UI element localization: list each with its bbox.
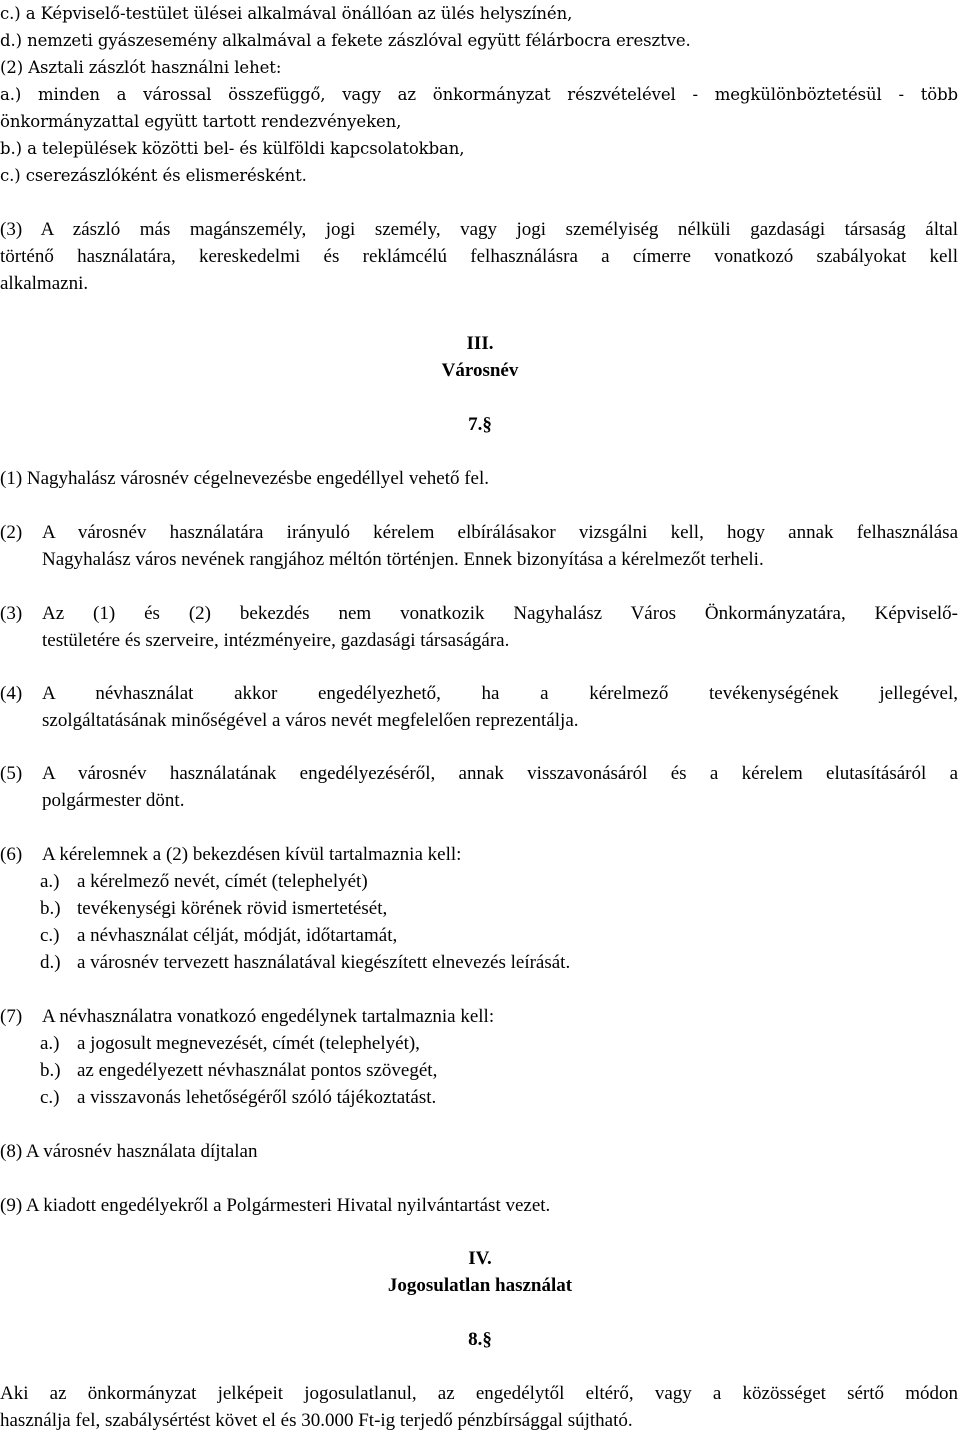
- art7-p7-item-label: b.): [40, 1060, 61, 1081]
- art7-p5-line2: polgármester dönt.: [42, 790, 185, 811]
- art7-p9: (9) A kiadott engedélyekről a Polgármesteri Hivatal nyilvántartást vezet.: [0, 1195, 551, 1216]
- list-item-c: c.) a Képviselő-testület ülései alkalmával önállóan az ülés helyszínén,: [0, 4, 573, 23]
- art7-p2-num: (2): [0, 522, 23, 543]
- art7-p6-item-text: tevékenységi körének rövid ismertetését,: [77, 898, 388, 919]
- art7-p7-item-label: c.): [40, 1087, 60, 1108]
- art7-p3-line1: Az (1) és (2) bekezdés nem vonatkozik Nagyhalász Város Önkormányzatára, Képviselő-: [42, 603, 958, 624]
- art7-p6-item-text: a városnév tervezett használatával kiegészített elnevezés leírását.: [77, 952, 571, 973]
- para3-line1: (3) A zászló más magánszemély, jogi személy, vagy jogi személyiség nélküli gazdasági társaság által: [0, 219, 958, 240]
- art7-p1: (1) Nagyhalász városnév cégelnevezésbe engedéllyel vehető fel.: [0, 468, 490, 489]
- art7-p4-line1: A névhasználat akkor engedélyezhető, ha a kérelmező tevékenységének jellegével,: [42, 683, 958, 704]
- art8-line1: Aki az önkormányzat jelképeit jogosulatlanul, az engedélytől eltérő, vagy a közösséget sértő módon: [0, 1383, 958, 1404]
- art7-p7-item-text: az engedélyezett névhasználat pontos szövegét,: [77, 1060, 438, 1081]
- article-8-heading: [0, 1326, 960, 1353]
- section-iv-number: IV.: [468, 1248, 492, 1269]
- art7-p2-line1: A városnév használatára irányuló kérelem elbírálásakor vizsgálni kell, hogy annak felhasználása: [42, 522, 958, 543]
- list-item-d: d.) nemzeti gyászesemény alkalmával a fekete zászlóval együtt félárbocra eresztve.: [0, 31, 691, 50]
- section-iii-number: III.: [466, 333, 494, 354]
- art7-p5-line1: A városnév használatának engedélyezéséről, annak visszavonásáról és a kérelem elutasításáról a: [42, 763, 958, 784]
- art7-p4-num: (4): [0, 683, 23, 704]
- para2-item-a-line2: önkormányzattal együtt tartott rendezvényeken,: [0, 112, 402, 131]
- article-7-number: 7.: [468, 414, 483, 435]
- section-sign-icon: §: [482, 1329, 492, 1350]
- art7-p7-num: (7): [0, 1006, 23, 1027]
- art7-p8: (8) A városnév használata díjtalan: [0, 1141, 258, 1162]
- section-iii-title: Városnév: [441, 360, 519, 381]
- para2-heading: (2) Asztali zászlót használni lehet:: [0, 58, 282, 77]
- art7-p7-heading: A névhasználatra vonatkozó engedélynek tartalmaznia kell:: [42, 1006, 495, 1027]
- art8-line2: használja fel, szabálysértést követ el és 30.000 Ft-ig terjedő pénzbírsággal sújtható.: [0, 1410, 633, 1431]
- art7-p6-item-label: d.): [40, 952, 61, 973]
- para2-item-c: c.) cserezászlóként és elismerésként.: [0, 166, 307, 185]
- art7-p6-num: (6): [0, 844, 23, 865]
- article-8-number: 8.: [468, 1329, 483, 1350]
- art7-p4-line2: szolgáltatásának minőségével a város nevét megfelelően reprezentálja.: [42, 710, 579, 731]
- art7-p7-item-text: a jogosult megnevezését, címét (telephelyét),: [77, 1033, 420, 1054]
- section-sign-icon: §: [482, 414, 492, 435]
- art7-p6-item-text: a névhasználat célját, módját, időtartamát,: [77, 925, 398, 946]
- art7-p7-item-label: a.): [40, 1033, 60, 1054]
- art7-p6-item-label: c.): [40, 925, 60, 946]
- art7-p5-num: (5): [0, 763, 23, 784]
- art7-p3-num: (3): [0, 603, 23, 624]
- article-7-heading: [0, 411, 960, 438]
- art7-p6-heading: A kérelemnek a (2) bekezdésen kívül tartalmaznia kell:: [42, 844, 462, 865]
- art7-p6-item-label: b.): [40, 898, 61, 919]
- art7-p7-item-text: a visszavonás lehetőségéről szóló tájékoztatást.: [77, 1087, 437, 1108]
- para2-item-a-line1: a.) minden a várossal összefüggő, vagy az önkormányzat részvételével - megkülönböztetésül - több: [0, 85, 958, 104]
- art7-p2-line2: Nagyhalász város nevének rangjához méltón történjen. Ennek bizonyítása a kérelmezőt terheli.: [42, 549, 764, 570]
- art7-p6-item-label: a.): [40, 871, 60, 892]
- art7-p6-item-text: a kérelmező nevét, címét (telephelyét): [77, 871, 368, 892]
- para3-line2: történő használatára, kereskedelmi és reklámcélú felhasználásra a címerre vonatkozó szabályokat kell: [0, 246, 958, 267]
- section-iv-title: Jogosulatlan használat: [387, 1275, 573, 1296]
- para2-item-b: b.) a települések közötti bel- és külföldi kapcsolatokban,: [0, 139, 465, 158]
- para3-line3: alkalmazni.: [0, 273, 89, 294]
- art7-p3-line2: testületére és szerveire, intézményeire, gazdasági társaságára.: [42, 630, 510, 651]
